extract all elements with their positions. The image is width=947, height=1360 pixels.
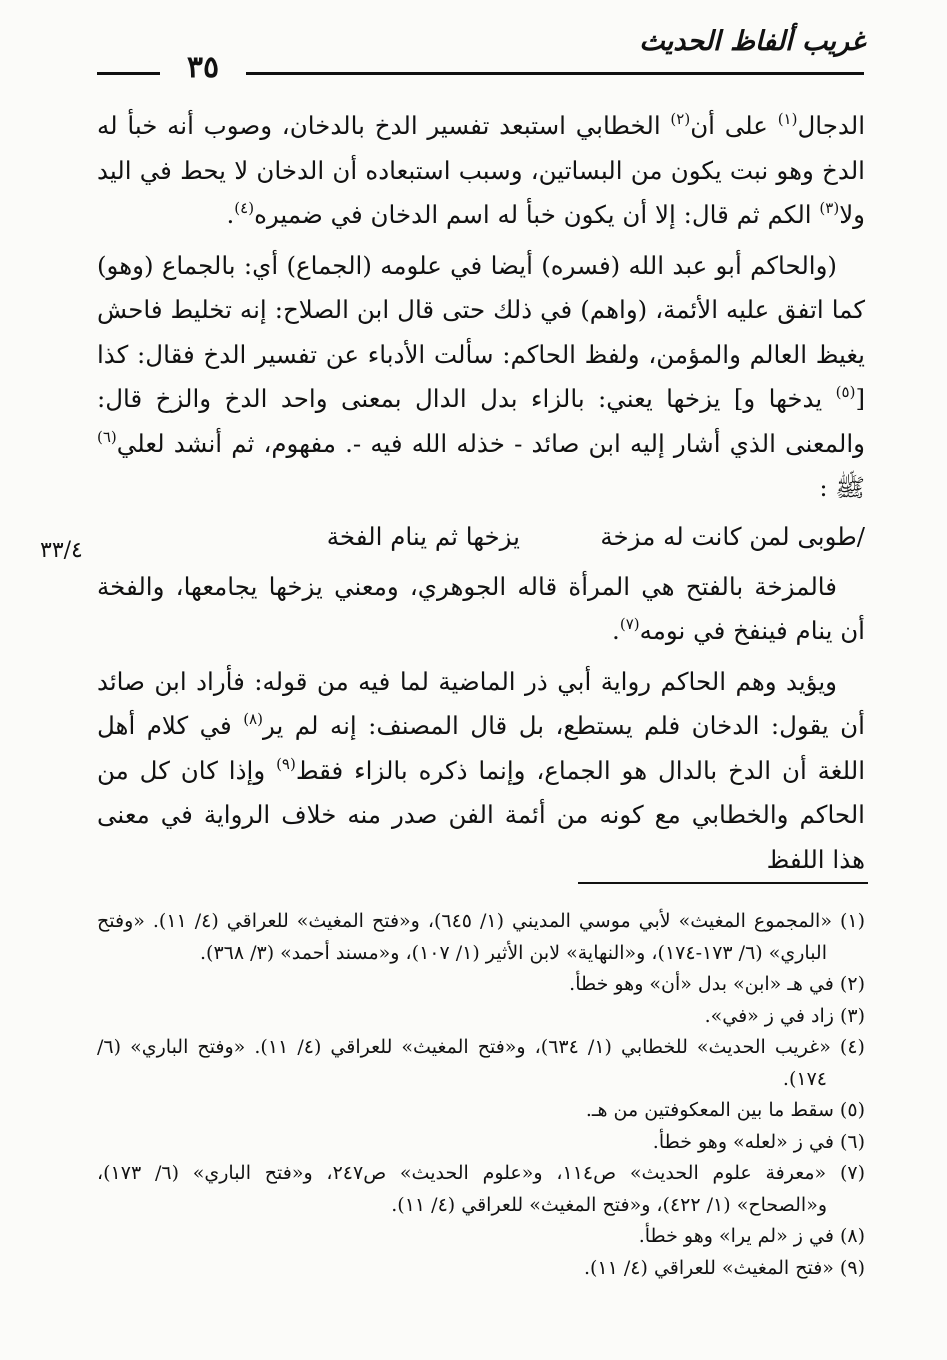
- footnote-ref: (٣): [819, 199, 840, 217]
- text-run: (والحاكم أبو عبد الله (فسره) أيضا في علومه (الجماع) أي: بالجماع (وهو) كما اتفق عليه الأئمة، (واهم) في ذلك حتى قال ابن الصلاح: إنه تخليط فاحش يغيظ العالم والمؤمن، ولفظ الحاكم: سألت الأدباء عن تفسير الدخ فقال: كذا [: [97, 250, 865, 413]
- footnote-6: (٦) في ز «لعله» وهو خطأ.: [652, 1130, 865, 1153]
- footnote-ref: (٦): [97, 427, 117, 446]
- paragraph-2: [97, 244, 865, 511]
- footnote-4: (٤) «غريب الحديث» للخطابي (١/ ٦٣٤)، و«فتح المغيث» للعراقي (٤/ ١١). «وفتح الباري» (٦/ ١٧٤).: [97, 1036, 865, 1090]
- footnote-ref: (٧): [619, 615, 640, 633]
- text-run: وإذا كان كل من الحاكم والخطابي مع كونه من أئمة الفن صدر منه خلاف الرواية في معنى هذا اللفظ: [97, 755, 865, 874]
- header-rule-left: [97, 72, 160, 75]
- page-number: ٣٥: [186, 50, 220, 85]
- footnote-ref: (٩): [276, 754, 296, 773]
- footnote-ref: (١): [777, 110, 798, 128]
- footnote-2: (٢) في هـ «ابن» بدل «أن» وهو خطأ.: [569, 973, 865, 995]
- text-run: الكم ثم قال: إلا أن يكون خبأ له اسم الدخان في ضميره: [254, 200, 820, 229]
- text-run: الخطابي استبعد تفسير الدخ بالدخان، وصوب أنه خبأ له الدخ وهو نبت يكون من البساتين، وسبب استبعاده أن الدخان لا يحط في اليد ولا: [97, 111, 865, 229]
- footnote-ref: (٢): [670, 110, 691, 128]
- running-title: غريب ألفاظ الحديث: [639, 26, 865, 57]
- verse-second-hemistich: يزخها ثم ينام الفخة: [326, 521, 520, 551]
- manuscript-folio-marker: ٣٣/٤: [40, 538, 83, 563]
- text-run: الدجال: [797, 111, 866, 140]
- footnote-5: (٥) سقط ما بين المعكوفتين من هـ.: [585, 1099, 865, 1121]
- footnote-1: (١) «المجموع المغيث» لأبي موسي المديني (١/ ٦٤٥)، و«فتح المغيث» للعراقي (٤/ ١١). «وفتح الباري» (٦/ ١٧٣-١٧٤)، و«النهاية» لابن الأثير (١/ ١٠٧)، و«مسند أحمد» (٣/ ٣٦٨).: [97, 910, 866, 964]
- poetry-verse: [97, 515, 865, 561]
- text-run: في كلام أهل اللغة أن الدخ بالدال هو الجماع، وإنما ذكره بالزاء فقط: [97, 711, 865, 785]
- footnotes: [97, 906, 865, 1284]
- text-run: يدخها و] يزخها يعني: بالزاء بدل الدال بمعنى واحد الدخ والزخ قال: والمعنى الذي أشار إليه ابن صائد - خذله الله فيه -. مفهوم، ثم أنشد لعلي: [97, 384, 865, 458]
- text-run: .: [226, 200, 235, 229]
- footnote-8: (٨) في ز «لم يرا» وهو خطأ.: [638, 1225, 865, 1247]
- footnote-ref: (٥): [835, 383, 856, 401]
- text-run: ﷺ :: [819, 473, 865, 502]
- footnote-ref: (٤): [234, 199, 255, 217]
- footnote-ref: (٨): [243, 710, 263, 728]
- header-rule-right: [246, 72, 864, 75]
- text-run: على أن: [690, 111, 778, 140]
- main-text: [97, 104, 865, 882]
- footnote-separator: [578, 882, 868, 884]
- paragraph-4: [97, 660, 865, 883]
- footnote-7: (٧) «معرفة علوم الحديث» ص١١٤، و«علوم الحديث» ص٢٤٧، و«فتح الباري» (٦/ ١٧٣)، و«الصحاح» (١/ ٤٢٢)، و«فتح المغيث» للعراقي (٤/ ١١).: [97, 1162, 866, 1216]
- text-run: ويؤيد وهم الحاكم رواية أبي ذر الماضية لما فيه من قوله: فأراد ابن صائد أن يقول: الدخان فلم يستطع، بل قال المصنف: إنه لم ير: [97, 666, 865, 740]
- footnote-9: (٩) «فتح المغيث» للعراقي (٤/ ١١).: [583, 1256, 865, 1279]
- paragraph-3: [97, 565, 865, 654]
- text-run: فالمزخة بالفتح هي المرأة قاله الجوهري، ومعني يزخها يجامعها، والفخة أن ينام فينفخ في نومه: [97, 571, 865, 645]
- paragraph-1: [97, 104, 865, 238]
- verse-first-hemistich: /طوبى لمن كانت له مزخة: [600, 521, 865, 551]
- text-run: .: [612, 616, 620, 645]
- footnote-3: (٣) زاد في ز «في».: [704, 1004, 865, 1027]
